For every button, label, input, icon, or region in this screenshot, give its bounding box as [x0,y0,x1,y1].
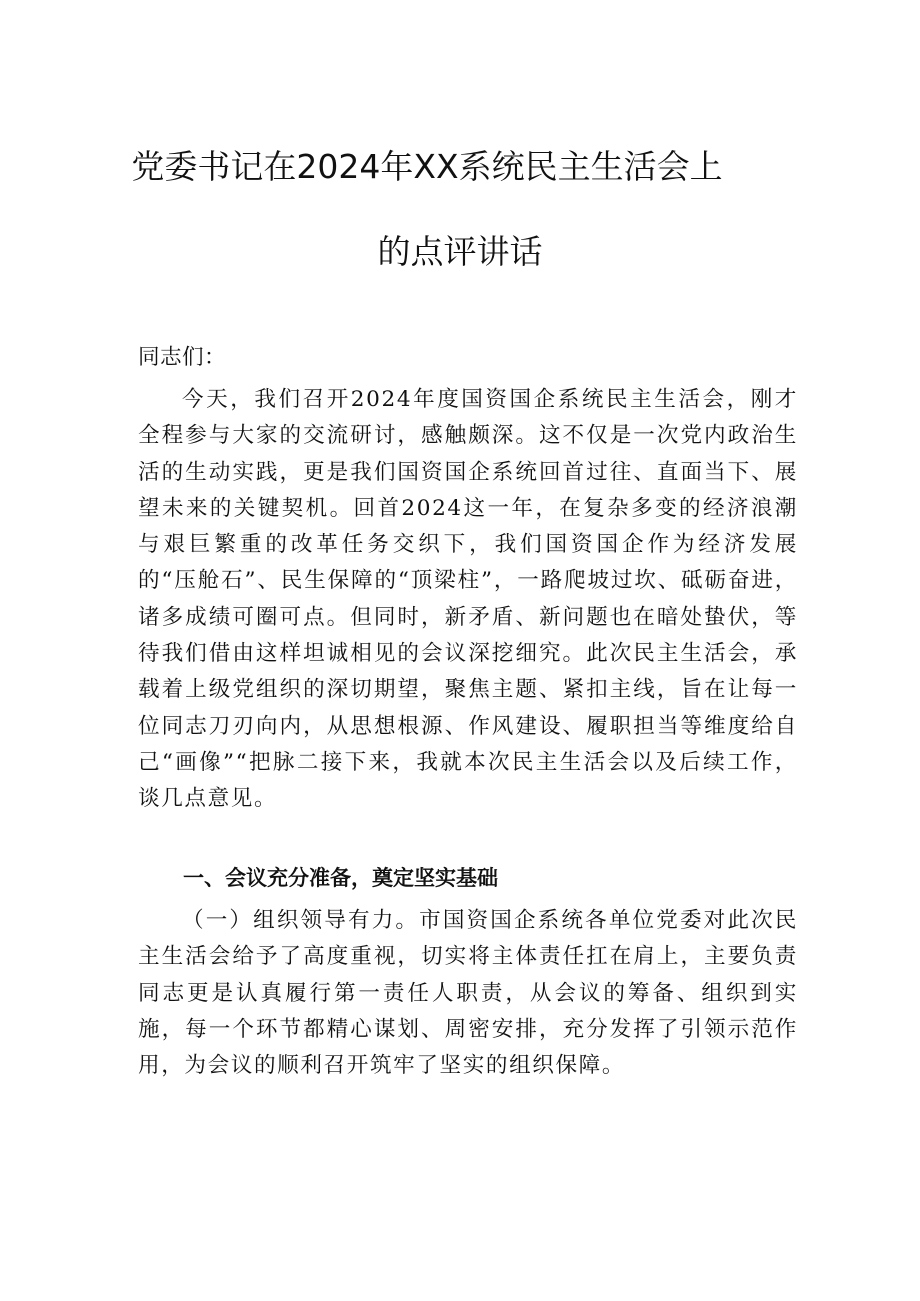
salutation: 同志们： [138,345,226,370]
subsection-paragraph: （一）组织领导有力。市国资国企系统各单位党委对此次民主生活会给予了高度重视，切实将主体责任扛在肩上，主要负责同志更是认真履行第一责任人职责，从会议的筹备、组织到实施，每一个环节都精心谋划、周密安排，充分发挥了引领示范作用，为会议的顺利召开筑牢了坚实的组织保障。 [138,908,798,1079]
section-heading: 一、会议充分准备，奠定坚实基础 [183,866,498,890]
document-title-line-1: 党委书记在2024年XX系统民主生活会上 [131,147,723,186]
document-title-line-2: 的点评讲话 [377,232,543,271]
opening-paragraph: 今天，我们召开2024年度国资国企系统民主生活会，刚才全程参与大家的交流研讨，感触颇深。这不仅是一次党内政治生活的生动实践，更是我们国资国企系统回首过往、直面当下、展望未来的关键契机。回首2024这一年，在复杂多变的经济浪潮与艰巨繁重的改革任务交织下，我们国资国企作为经济发展的“压舱石”、民生保障的“顶梁柱”，一路爬坡过坎、砥砺奋进，诸多成绩可圈可点。但同时，新矛盾、新问题也在暗处蛰伏，等待我们借由这样坦诚相见的会议深挖细究。此次民主生活会，承载着上级党组织的深切期望，聚焦主题、紧扣主线，旨在让每一位同志刀刃向内，从思想根源、作风建设、履职担当等维度给自己“画像”“把脉二接下来，我就本次民主生活会以及后续工作，谈几点意见。 [138,387,798,812]
